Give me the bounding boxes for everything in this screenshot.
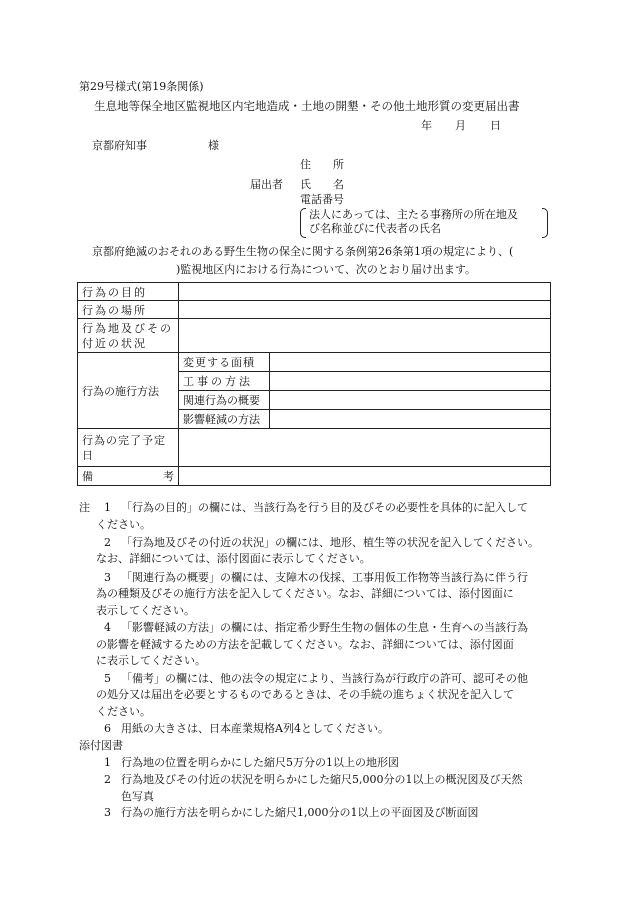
note-2-a: 「行為地及びその付近の状況」の欄には、地形、植生等の状況を記入してください。 [121, 536, 539, 549]
field-purpose[interactable] [179, 283, 551, 301]
field-mitigation[interactable] [270, 410, 551, 429]
corp-note-line2: び名称並びに代表者の氏名 [309, 222, 441, 235]
note-3-num: 3 [104, 571, 111, 584]
honorific: 様 [208, 139, 219, 152]
attachment-3-num: 3 [104, 806, 111, 819]
label-site-line2: 付近の状況 [82, 336, 147, 350]
label-purpose: 行為の目的 [78, 283, 179, 301]
label-mitigation: 影響軽減の方法 [179, 410, 270, 429]
note-5-num: 5 [104, 672, 111, 685]
label-remarks-1: 備 [82, 470, 93, 483]
phone-label: 電話番号 [300, 193, 344, 206]
note-5-a: 「備考」の欄には、他の法令の規定により、当該行為が行政庁の許可、認可その他 [121, 672, 528, 685]
form-title: 生息地等保全地区監視地区内宅地造成・土地の開墾・その他土地形質の変更届出書 [94, 99, 520, 113]
address-label: 住 所 [300, 158, 344, 171]
corp-note-bracket [300, 208, 548, 238]
attachment-2-num: 2 [104, 773, 111, 786]
corp-note-line1: 法人にあっては、主たる事務所の所在地及 [309, 208, 518, 221]
note-5-b: の処分又は届出を必要とするものであるときは、その手続の進ちょく状況を記入して [96, 688, 514, 701]
note-4-c: に表示してください。 [96, 654, 206, 667]
note-1-num: 1 [104, 501, 111, 514]
field-related[interactable] [270, 391, 551, 410]
field-area[interactable] [270, 353, 551, 372]
date-year: 年 [421, 119, 432, 132]
label-completion-line1: 行為の完了予定 [82, 433, 166, 447]
field-construction[interactable] [270, 372, 551, 391]
note-6-a: 用紙の大きさは、日本産業規格A列4としてください。 [121, 722, 389, 735]
attachment-2-b: 色写真 [121, 790, 154, 803]
note-2-b: なお、詳細については、添付図面に表示してください。 [96, 552, 371, 565]
label-area: 変更する面積 [179, 353, 270, 372]
attachment-1: 行為地の位置を明らかにした縮尺5万分の1以上の地形図 [121, 756, 399, 769]
attachments-head: 添付図書 [79, 739, 123, 752]
note-4-num: 4 [104, 621, 111, 634]
label-site-line1: 行為地及びその [82, 321, 173, 335]
label-remarks [78, 467, 179, 486]
note-5-c: ください。 [96, 705, 151, 718]
label-completion [78, 429, 179, 467]
note-1-b: ください。 [96, 518, 151, 531]
notification-table [77, 282, 551, 486]
label-completion-line2: 日 [82, 448, 94, 462]
note-6-num: 6 [104, 722, 111, 735]
label-place: 行為の場所 [78, 301, 179, 319]
addressee: 京都府知事 [92, 139, 147, 152]
note-3-b: 為の種類及びその施行方法を記入してください。なお、詳細については、添付図面に [96, 587, 514, 600]
filer-label: 届出者 [250, 178, 283, 191]
label-method: 行為の施行方法 [78, 353, 179, 429]
body-line1: 京都府絶滅のおそれのある野生生物の保全に関する条例第26条第1項の規定により、( [92, 245, 514, 258]
label-related: 関連行為の概要 [179, 391, 270, 410]
body-line2: )監視地区内における行為について、次のとおり届け出ます。 [176, 263, 476, 276]
field-site[interactable] [179, 319, 551, 353]
note-4-a: 「影響軽減の方法」の欄には、指定希少野生生物の個体の生息・生育への当該行為 [121, 621, 528, 634]
date-month: 月 [455, 119, 466, 132]
form-number: 第29号様式(第19条関係) [79, 80, 204, 93]
note-2-num: 2 [104, 536, 111, 549]
field-remarks[interactable] [179, 467, 551, 486]
note-3-a: 「関連行為の概要」の欄には、支障木の伐採、工事用仮工作物等当該行為に伴う行 [121, 571, 528, 584]
label-site [78, 319, 179, 353]
field-place[interactable] [179, 301, 551, 319]
attachment-1-num: 1 [104, 756, 111, 769]
date-day: 日 [490, 119, 501, 132]
label-remarks-2: 考 [163, 470, 174, 483]
field-completion[interactable] [179, 429, 551, 467]
attachment-3: 行為の施行方法を明らかにした縮尺1,000分の1以上の平面図及び断面図 [121, 806, 479, 819]
note-3-c: 表示してください。 [96, 604, 195, 617]
label-construction: 工事の方法 [179, 372, 270, 391]
note-4-b: の影響を軽減するための方法を記載してください。なお、詳細については、添付図面 [96, 638, 514, 651]
note-1-a: 「行為の目的」の欄には、当該行為を行う目的及びその必要性を具体的に記入して [121, 501, 528, 514]
name-label: 氏 名 [300, 178, 344, 191]
attachment-2-a: 行為地及びその付近の状況を明らかにした縮尺5,000分の1以上の概況図及び天然 [121, 773, 523, 786]
notes-head: 注 [79, 501, 90, 514]
